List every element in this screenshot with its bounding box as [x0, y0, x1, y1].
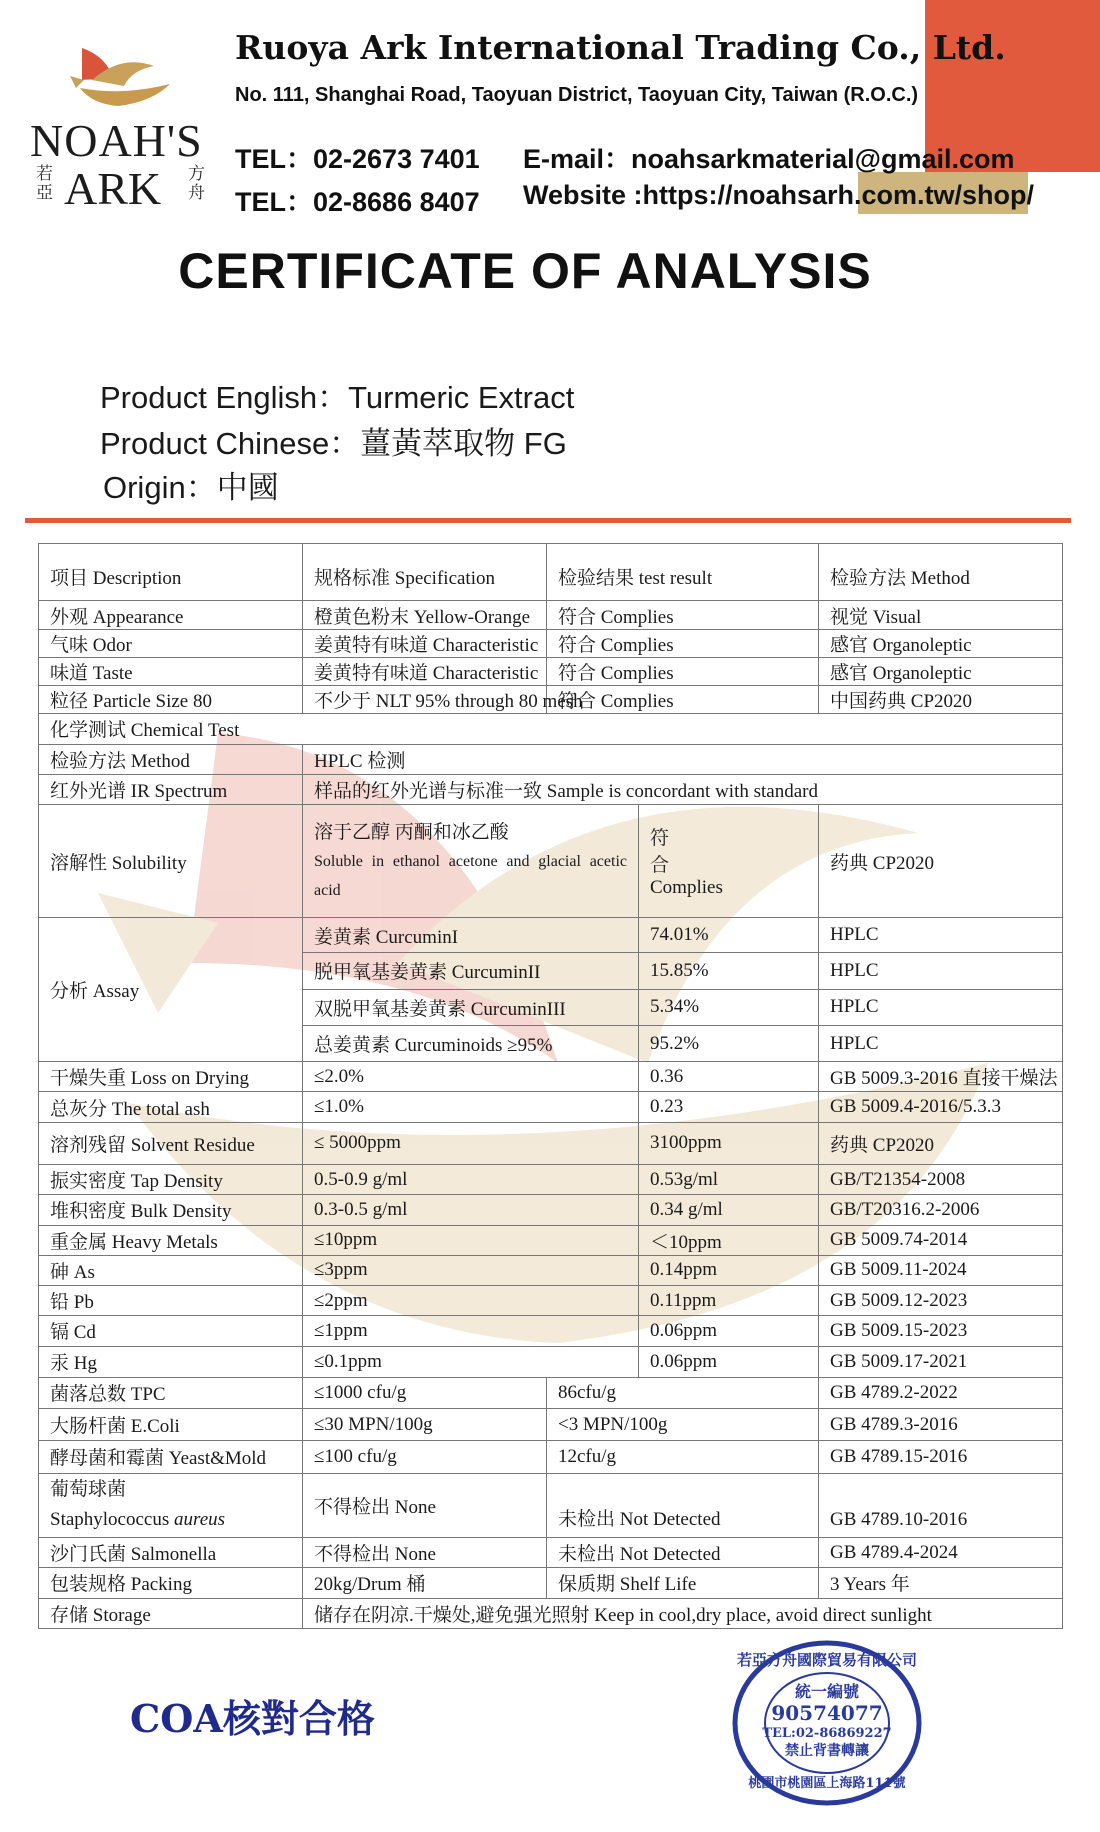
table-row: 外观 Appearance 橙黄色粉末 Yellow-Orange 符合 Complies 视觉 Visual	[39, 601, 1063, 629]
table-row: 铅 Pb ≤2ppm 0.11ppm GB 5009.12-2023	[39, 1286, 1063, 1316]
tel-1: TEL：02-2673 7401	[235, 144, 480, 174]
svg-text:禁止背書轉讓: 禁止背書轉讓	[785, 1743, 869, 1759]
staph-row: 葡萄球菌 Staphylococcus aureus 不得检出 None 未检出 Not Detected GB 4789.10-2016	[39, 1473, 1063, 1538]
staph-label-cn: 葡萄球菌	[50, 1479, 127, 1501]
assay-label: 分析 Assay	[39, 918, 303, 1062]
website-link[interactable]: Website :https://noahsarh.com.tw/shop/	[523, 180, 1035, 210]
table-header-row	[39, 544, 1063, 601]
table-row: 重金属 Heavy Metals ≤10ppm ＜10ppm GB 5009.74-2014	[39, 1225, 1063, 1255]
tel-2: TEL：02-8686 8407	[235, 187, 480, 217]
company-seal-stamp	[727, 1625, 927, 1825]
ship-sail-icon	[22, 36, 222, 116]
table-row: 沙门氏菌 Salmonella 不得检出 None 未检出 Not Detected GB 4789.4-2024	[39, 1538, 1063, 1568]
table-row: 味道 Taste 姜黄特有味道 Characteristic 符合 Complies 感官 Organoleptic	[39, 657, 1063, 685]
coa-table	[38, 543, 1062, 1629]
table-row: 酵母菌和霉菌 Yeast&Mold ≤100 cfu/g 12cfu/g GB 4789.15-2016	[39, 1441, 1063, 1473]
company-logo	[22, 36, 222, 221]
assay-row: 双脱甲氧基姜黄素 CurcuminIII 5.34% HPLC	[39, 989, 1063, 1025]
svg-text:若亞方舟國際貿易有限公司: 若亞方舟國際貿易有限公司	[736, 1651, 918, 1669]
svg-text:統一編號: 統一編號	[794, 1682, 860, 1701]
staph-label-aureus: aureus	[174, 1509, 226, 1531]
assay-row: 总姜黄素 Curcuminoids ≥95% 95.2% HPLC	[39, 1025, 1063, 1061]
product-chinese: Product Chinese：薑黃萃取物 FG	[100, 426, 567, 461]
table-row: 溶剂残留 Solvent Residue ≤ 5000ppm 3100ppm 药典 CP2020	[39, 1122, 1063, 1164]
table-row: 红外光谱 IR Spectrum 样品的红外光谱与标准一致 Sample is concordant with standard	[39, 774, 1063, 804]
product-english: Product English：Turmeric Extract	[100, 380, 575, 415]
company-address: No. 111, Shanghai Road, Taoyuan District, Taoyuan City, Taiwan (R.O.C.)	[235, 84, 919, 106]
solubility-spec-cn: 溶于乙醇 丙酮和冰乙酸	[314, 821, 509, 843]
analysis-table	[38, 543, 1063, 1629]
col-header-specification: 规格标准 Specification	[303, 544, 547, 601]
logo-cn-right: 方舟	[188, 164, 205, 202]
col-header-description: 项目 Description	[39, 544, 303, 601]
col-header-method: 检验方法 Method	[819, 544, 1063, 601]
section-row-chemical	[39, 714, 1063, 744]
packing-row: 包装规格 Packing 20kg/Drum 桶 保质期 Shelf Life 3 Years 年	[39, 1568, 1063, 1598]
logo-name-line1: NOAH'S	[30, 115, 203, 166]
table-row: 大肠杆菌 E.Coli ≤30 MPN/100g <3 MPN/100g GB 4789.3-2016	[39, 1409, 1063, 1441]
solubility-result-en: Complies	[650, 877, 723, 899]
svg-text:TEL:02-86869227: TEL:02-86869227	[762, 1726, 892, 1741]
table-row: 砷 As ≤3ppm 0.14ppm GB 5009.11-2024	[39, 1255, 1063, 1285]
header-divider	[25, 518, 1071, 523]
table-row: 检验方法 Method HPLC 检测	[39, 744, 1063, 774]
table-row: 镉 Cd ≤1ppm 0.06ppm GB 5009.15-2023	[39, 1316, 1063, 1346]
coa-verified-label: COA核對合格	[130, 1696, 375, 1741]
logo-name-line2: ARK	[64, 163, 162, 214]
assay-row: 分析 Assay 姜黄素 CurcuminI 74.01% HPLC	[39, 918, 1063, 953]
table-row: 粒径 Particle Size 80 不少于 NLT 95% through 80 mesh 符合 Complies 中国药典 CP2020	[39, 686, 1063, 714]
solubility-row: 溶解性 Solubility 溶于乙醇 丙酮和冰乙酸 Soluble in ethanol acetone and glacial acetic acid 符 合 Complies 药典 CP2020	[39, 805, 1063, 918]
storage-row: 存储 Storage 储存在阴凉.干燥处,避免强光照射 Keep in cool,dry place, avoid direct sunlight	[39, 1598, 1063, 1628]
staph-label-en: Staphylococcus	[50, 1509, 170, 1531]
table-row: 干燥失重 Loss on Drying ≤2.0% 0.36 GB 5009.3-2016 直接干燥法	[39, 1062, 1063, 1092]
company-name: Ruoya Ark International Trading Co., Ltd.	[235, 28, 1006, 67]
col-header-result: 检验结果 test result	[547, 544, 819, 601]
product-origin: Origin：中國	[103, 470, 279, 505]
table-row: 汞 Hg ≤0.1ppm 0.06ppm GB 5009.17-2021	[39, 1346, 1063, 1377]
svg-text:90574077: 90574077	[771, 1701, 883, 1725]
svg-text:桃園市桃園區上海路111號: 桃園市桃園區上海路111號	[748, 1776, 906, 1791]
solubility-spec-en: Soluble in ethanol acetone and glacial acetic acid	[314, 852, 627, 899]
email[interactable]: E-mail：noahsarkmaterial@gmail.com	[523, 144, 1015, 174]
chemical-section-title: 化学测试 Chemical Test	[39, 714, 1063, 744]
table-row: 总灰分 The total ash ≤1.0% 0.23 GB 5009.4-2016/5.3.3	[39, 1092, 1063, 1122]
table-row: 气味 Odor 姜黄特有味道 Characteristic 符合 Complies 感官 Organoleptic	[39, 629, 1063, 657]
solubility-result-cn: 符 合	[650, 828, 710, 877]
logo-cn-left: 若亞	[36, 164, 53, 202]
table-row: 菌落总数 TPC ≤1000 cfu/g 86cfu/g GB 4789.2-2022	[39, 1377, 1063, 1408]
table-row: 堆积密度 Bulk Density 0.3-0.5 g/ml 0.34 g/ml GB/T20316.2-2006	[39, 1195, 1063, 1225]
table-row: 振实密度 Tap Density 0.5-0.9 g/ml 0.53g/ml GB/T21354-2008	[39, 1165, 1063, 1195]
assay-row: 脱甲氧基姜黄素 CurcuminII 15.85% HPLC	[39, 953, 1063, 989]
document-title: CERTIFICATE OF ANALYSIS	[178, 243, 872, 299]
